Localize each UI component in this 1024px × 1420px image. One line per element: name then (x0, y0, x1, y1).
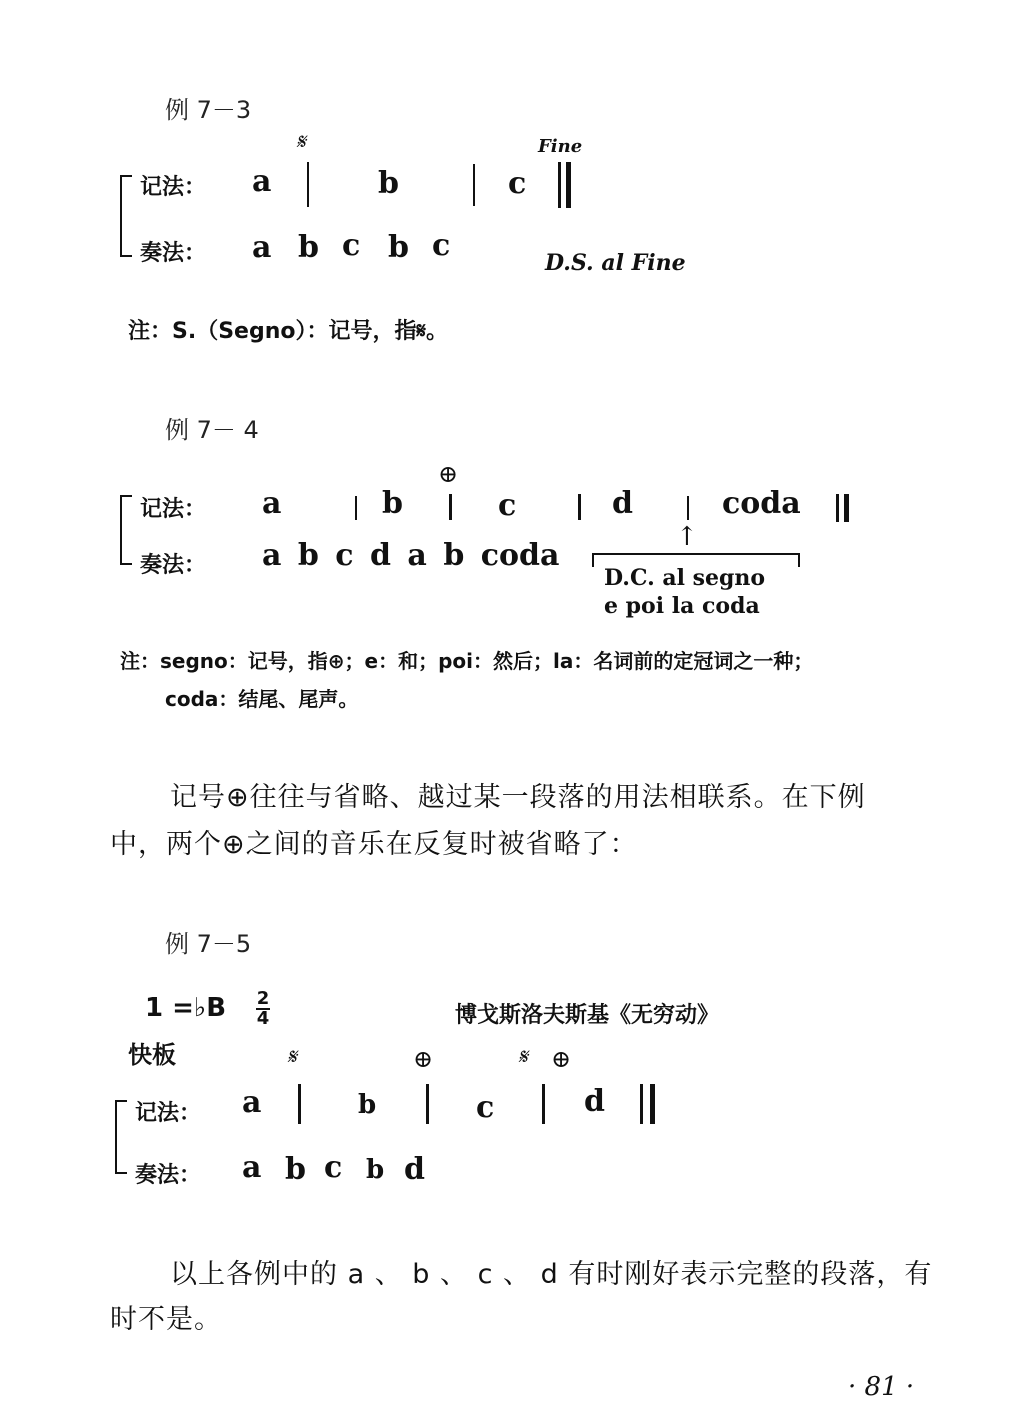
composer-source: 博戈斯洛夫斯基《无穷动》 (455, 1003, 720, 1028)
barline (307, 162, 309, 207)
notation-section: a (242, 1085, 262, 1120)
notation-section: c (508, 166, 527, 201)
segno-icon: 𝄋 (296, 130, 306, 155)
body-paragraph: 以上各例中的 a 、 b 、 c 、 d 有时刚好表示完整的段落，有 (170, 1259, 933, 1290)
body-paragraph: 时不是。 (110, 1304, 222, 1335)
notation-section: coda (722, 486, 801, 521)
performance-label: 奏法： (140, 241, 207, 266)
footnote: 注：segno：记号，指⊕；e：和；poi：然后；la：名词前的定冠词之一种； (120, 649, 814, 673)
dc-instruction-line2: e poi la coda (604, 593, 760, 619)
notation-label: 记法： (140, 497, 207, 522)
ds-instruction: D.S. al Fine (545, 250, 686, 276)
dc-instruction (604, 565, 765, 591)
barline (542, 1084, 545, 1124)
footnote: 注：S.（Segno）：记号，指𝄋。 (128, 319, 448, 344)
system-bracket (120, 495, 122, 565)
performance-section: c (432, 228, 451, 263)
example-label: 例 7－ 4 (165, 416, 259, 444)
key-signature: 1 =♭B (145, 993, 227, 1023)
example-label: 例 7－3 (165, 96, 252, 124)
system-bracket (120, 175, 122, 257)
segno-icon: 𝄋 (518, 1045, 528, 1070)
double-barline (836, 494, 839, 522)
double-barline (566, 162, 571, 208)
performance-sequence: a b c d a b coda (262, 538, 560, 573)
barline (355, 496, 357, 520)
time-signature (256, 990, 270, 1028)
time-signature-top: 2 (256, 988, 270, 1009)
barline (473, 164, 475, 206)
barline (449, 494, 452, 520)
notation-section: d (584, 1084, 605, 1119)
system-bracket (115, 1100, 117, 1174)
body-paragraph: 中，两个⊕之间的音乐在反复时被省略了： (110, 829, 638, 860)
performance-section: b (285, 1152, 306, 1187)
arrow-up-icon: ↑ (676, 522, 698, 552)
performance-section: b (298, 230, 319, 265)
notation-section: b (382, 486, 403, 521)
performance-section: b (366, 1155, 385, 1185)
page-number: · 81 · (848, 1372, 915, 1402)
coda-icon: ⊕ (413, 1045, 434, 1073)
coda-icon: ⊕ (438, 460, 459, 488)
notation-section: c (498, 488, 517, 523)
notation-section: a (252, 164, 272, 199)
notation-section: b (358, 1090, 377, 1120)
barline (426, 1084, 429, 1124)
footnote: coda：结尾、尾声。 (165, 687, 359, 711)
barline (298, 1084, 301, 1124)
performance-section: b (388, 230, 409, 265)
notation-section: a (262, 486, 282, 521)
dc-instruction-line1: D.C. al segno (604, 565, 766, 591)
double-barline (844, 494, 849, 522)
body-paragraph: 记号⊕往往与省略、越过某一段落的用法相联系。在下例 (170, 782, 866, 813)
performance-section: d (404, 1152, 425, 1187)
performance-label: 奏法： (140, 553, 207, 578)
performance-section: c (342, 228, 361, 263)
double-barline (640, 1084, 643, 1124)
notation-section: b (378, 166, 399, 201)
segno-icon: 𝄋 (287, 1045, 297, 1070)
performance-section: a (242, 1150, 262, 1185)
example-label: 例 7－5 (165, 930, 252, 958)
performance-section: c (324, 1150, 343, 1185)
tempo-marking: 快板 (128, 1041, 176, 1069)
performance-section: a (252, 230, 272, 265)
notation-section: d (612, 486, 633, 521)
notation-label: 记法： (140, 175, 207, 200)
double-barline (558, 162, 561, 208)
time-signature-bottom: 4 (256, 1008, 270, 1029)
coda-icon: ⊕ (551, 1045, 572, 1073)
notation-label: 记法： (135, 1101, 202, 1126)
barline (687, 496, 689, 520)
barline (578, 494, 581, 520)
double-barline (650, 1084, 655, 1124)
performance-label: 奏法： (135, 1163, 202, 1188)
notation-section: c (476, 1090, 495, 1125)
fine-mark: Fine (538, 136, 583, 157)
